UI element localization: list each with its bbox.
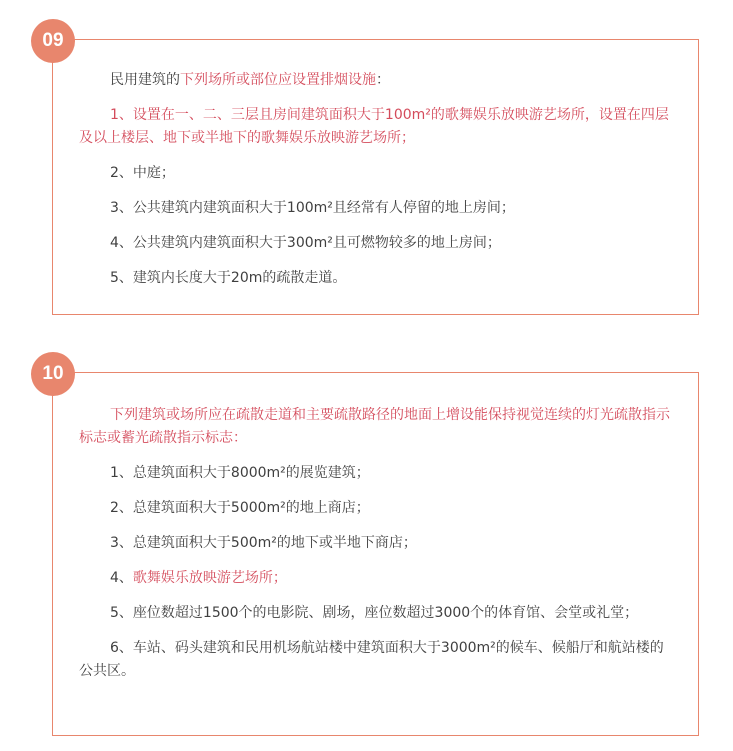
list-item: 1、设置在一、二、三层且房间建筑面积大于100m²的歌舞娱乐放映游艺场所，设置在四层及以上楼层、地下或半地下的歌舞娱乐放映游艺场所； — [79, 107, 669, 146]
section-intro — [79, 69, 674, 92]
list-item: 6、车站、码头建筑和民用机场航站楼中建筑面积大于3000m²的候车、候船厅和航站楼的公共区。 — [79, 640, 664, 679]
section-10-body — [79, 404, 674, 695]
item-highlight: 歌舞娱乐放映游艺场所； — [132, 570, 287, 586]
list-item: 2、中庭； — [110, 165, 175, 181]
section-number-badge: 09 — [31, 19, 75, 63]
section-10-card — [42, 363, 699, 736]
list-item: 1、总建筑面积大于8000m²的展览建筑； — [110, 465, 370, 481]
section-09-card — [42, 30, 699, 315]
intro-text: 民用建筑的 — [110, 72, 180, 88]
intro-highlight: 下列场所或部位应设置排烟设施 — [180, 72, 376, 88]
intro-end: ： — [376, 72, 390, 88]
list-item: 5、座位数超过1500个的电影院、剧场，座位数超过3000个的体育馆、会堂或礼堂； — [110, 605, 639, 621]
list-item: 5、建筑内长度大于20m的疏散走道。 — [110, 270, 347, 286]
section-09-body — [79, 69, 674, 302]
list-item: 2、总建筑面积大于5000m²的地上商店； — [110, 500, 370, 516]
section-number-badge: 10 — [31, 352, 75, 396]
section-intro: 下列建筑或场所应在疏散走道和主要疏散路径的地面上增设能保持视觉连续的灯光疏散指示标志或蓄光疏散指示标志： — [79, 407, 670, 446]
item-prefix: 4、 — [110, 570, 133, 586]
list-item: 3、公共建筑内建筑面积大于100m²且经常有人停留的地上房间； — [110, 200, 515, 216]
list-item: 3、总建筑面积大于500m²的地下或半地下商店； — [110, 535, 417, 551]
list-item — [79, 567, 674, 590]
list-item: 4、公共建筑内建筑面积大于300m²且可燃物较多的地上房间； — [110, 235, 501, 251]
